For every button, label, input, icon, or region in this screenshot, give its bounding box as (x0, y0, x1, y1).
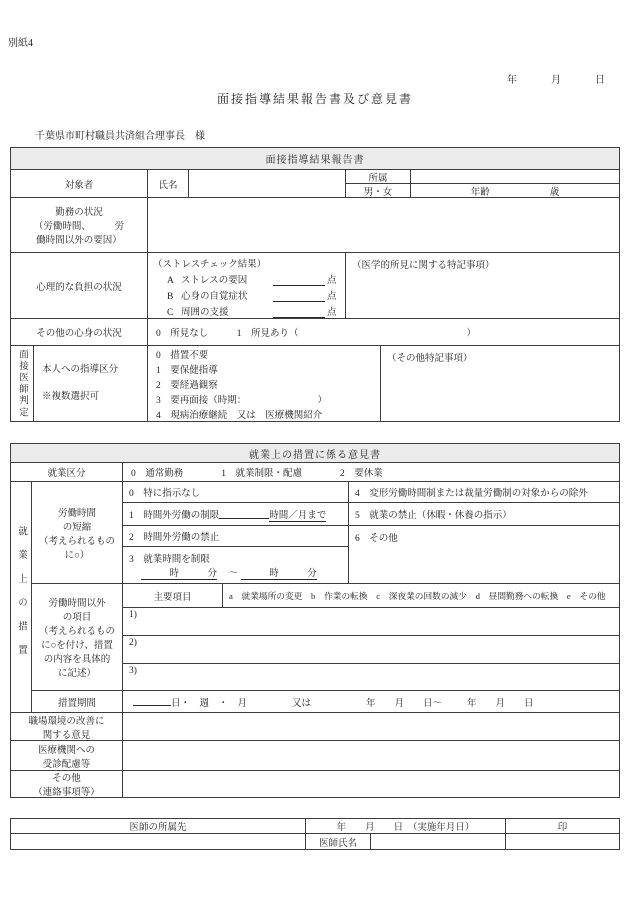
guidance-options: 0 措置不要 1 要保健指導 2 要経過観察 3 要再面接（時期： ） 4 現病治療継続 又は 医療機関紹介 (148, 346, 381, 422)
period-blank (133, 696, 171, 706)
age-unit: 歳 (549, 187, 560, 198)
other-notes-field (123, 771, 620, 798)
worktime-reduction-label: 労働時間 の短縮 （考えられるもの に○） (32, 482, 123, 584)
main-items-options: a 就業場所の変更 b 作業の転換 c 深夜業の回数の減少 d 昼間勤務への転換 e その他 (223, 584, 620, 608)
stress-item-a: A ストレスの要因 点 (167, 276, 337, 286)
mental-burden-label: 心理的な負担の状況 (11, 253, 148, 319)
stress-check-result (148, 253, 346, 319)
measure-detail-row-2: 2) (123, 636, 620, 664)
seal-field (506, 834, 620, 850)
reduction-option-6: 6 その他 (349, 526, 620, 584)
reduction-option-4: 4 変形労働時間制または裁量労働制の対象からの除外 (349, 482, 620, 503)
doctor-affiliation-field (11, 834, 306, 850)
doctor-name-label: 医師氏名 (306, 834, 371, 850)
opinion-table (10, 443, 620, 798)
workplace-improvement-label: 職場環境の改善に 関する意見 (11, 713, 123, 741)
work-status-label: 勤務の状況 （労働時間、 労 働時間以外の要因） (11, 198, 148, 253)
reduction-option-5: 5 就業の禁止（休暇・休養の指示） (349, 503, 620, 526)
score-blank (273, 277, 325, 287)
work-category-label: 就業区分 (11, 463, 123, 482)
opinion-table-header: 就業上の措置に係る意見書 (11, 444, 620, 463)
doctor-affiliation-label: 医師の所属先 (11, 819, 306, 834)
attachment-number: 別紙4 (8, 38, 33, 49)
stress-check-title: （ストレスチェック結果） (153, 260, 267, 270)
seal-label: 印 (506, 819, 620, 834)
guidance-category-label: 本人への指導区分 ※複数選択可 (34, 346, 148, 422)
non-worktime-items-label: 労働時間以外 の項目 （考えられるもの に○を付け、措置 の内容を具体的 に記述） (32, 584, 123, 691)
stress-item-b: B 心身の自覚症状 点 (167, 292, 337, 302)
reduction-option-3: 3 就業時間を制限 時 分 ～ 時 分 (123, 547, 349, 584)
measure-period-label: 措置期間 (32, 691, 123, 713)
work-category-options: 0 通常勤務 1 就業制限・配慮 2 要休業 (123, 463, 620, 482)
affiliation-label: 所属 (346, 170, 411, 184)
special-notes-field: （その他特記事項） (381, 346, 620, 422)
subject-label: 対象者 (11, 170, 148, 198)
report-table (10, 147, 620, 422)
reduction-option-1: 1 時間外労働の制限 時間／月まで (123, 503, 349, 526)
reduction-option-2: 2 時間外労働の禁止 (123, 526, 349, 547)
other-condition-label: その他の心身の状況 (11, 319, 148, 346)
workplace-improvement-field (123, 713, 620, 741)
doctor-name-field (371, 834, 506, 850)
other-notes-label: その他 （連絡事項等） (11, 771, 123, 798)
medical-consideration-label: 医療機関への 受診配慮等 (11, 741, 123, 771)
stress-item-c: C 周囲の支援 点 (167, 308, 337, 318)
main-items-label: 主要項目 (123, 584, 223, 608)
hours-blank (219, 509, 269, 519)
medical-findings-field: （医学的所見に関する特記事項） (346, 253, 620, 319)
interview-doctor-judgment-label: 面接医師判定 (11, 346, 34, 422)
measure-period-field: 日・ 週 ・ 月 又は 年 月 日～ 年 月 日 (123, 691, 620, 713)
doctor-info-table (10, 818, 620, 850)
measure-detail-row-1: 1) (123, 608, 620, 636)
date-line: 年 月 日 (507, 75, 606, 86)
addressee: 千葉県市町村職員共済組合理事長 様 (35, 131, 205, 142)
reduction-option-0: 0 特に指示なし (123, 482, 349, 503)
implementation-date-label: 年 月 日 （実施年月日） (306, 819, 506, 834)
work-status-field (148, 198, 620, 253)
age-field (411, 184, 620, 198)
measure-detail-row-3: 3) (123, 664, 620, 691)
name-field (189, 170, 346, 198)
sex-label: 男・女 (346, 184, 411, 198)
score-blank (273, 309, 325, 319)
medical-consideration-field (123, 741, 620, 771)
document-title: 面接指導結果報告書及び意見書 (216, 92, 413, 106)
score-blank (273, 293, 325, 303)
report-table-header: 面接指導結果報告書 (11, 148, 620, 170)
age-label: 年齢 (470, 187, 490, 198)
affiliation-field (411, 170, 620, 184)
employment-measures-vertical-label: 就業上の措置 (11, 482, 32, 713)
name-label: 氏名 (148, 170, 189, 198)
other-condition-field: 0 所見なし 1 所見あり（ ） (148, 319, 620, 346)
